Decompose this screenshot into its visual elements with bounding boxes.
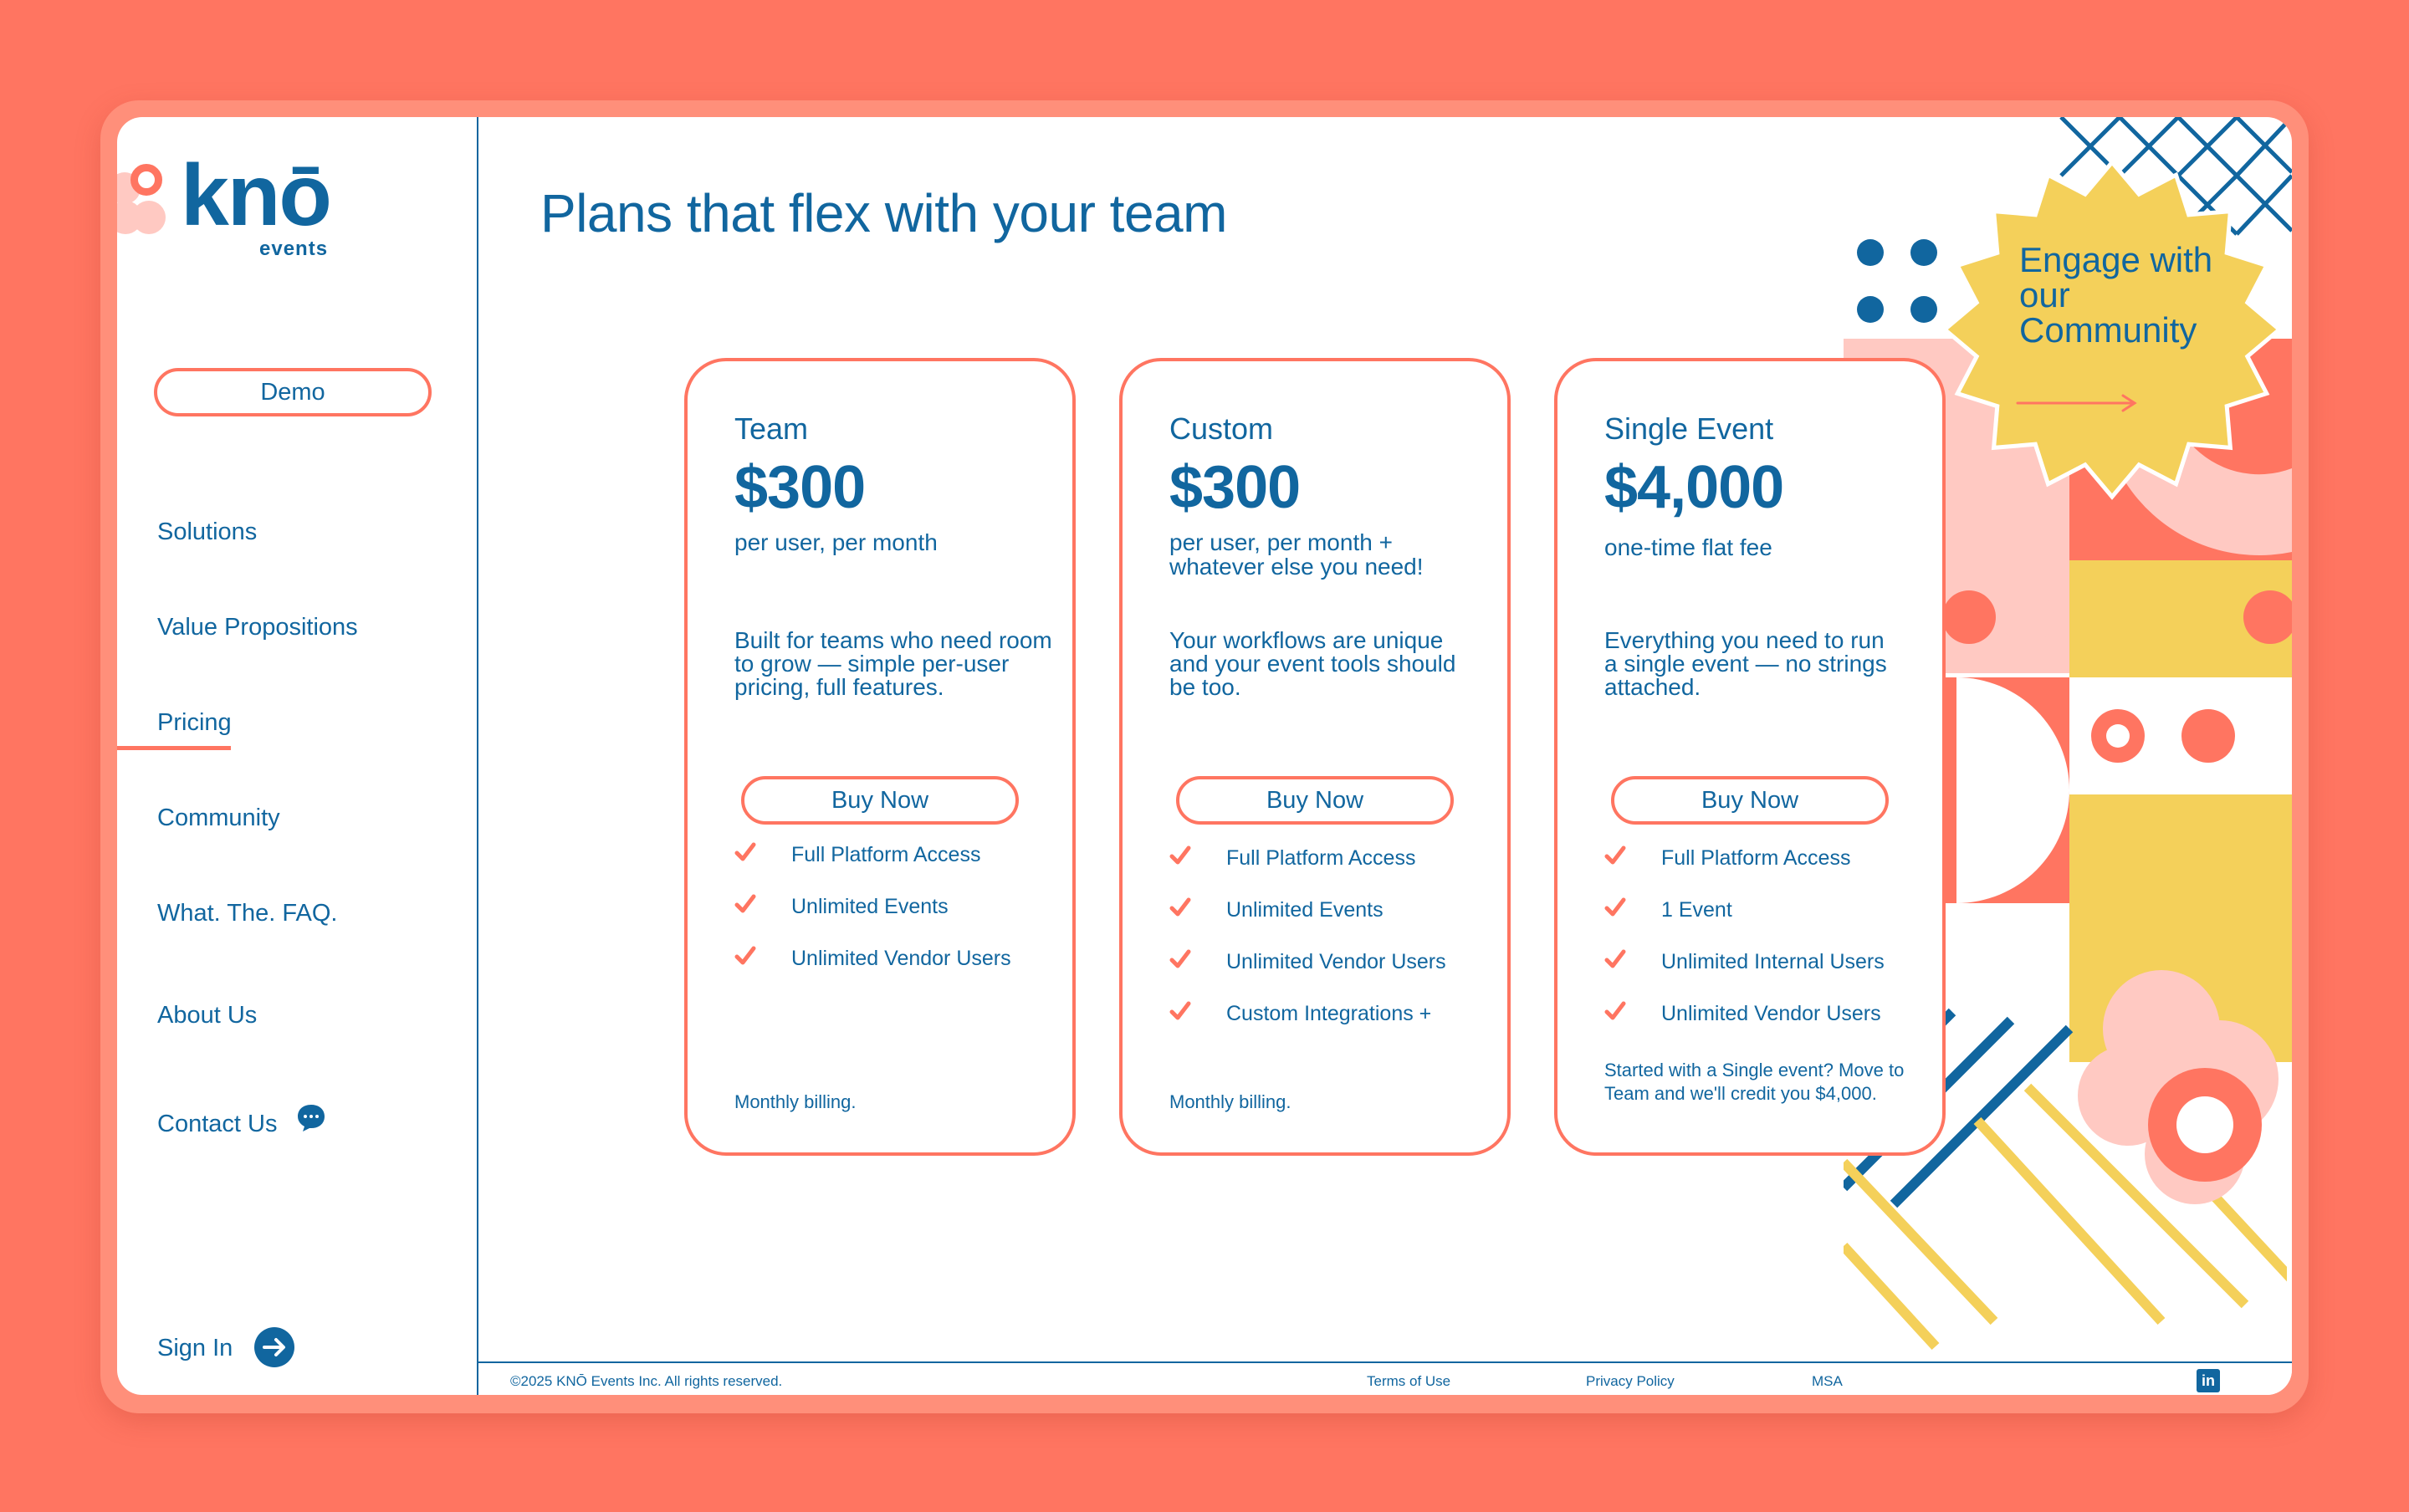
footer-link-terms[interactable]: Terms of Use <box>1367 1373 1451 1389</box>
check-icon <box>734 841 756 863</box>
logo-subtitle: events <box>259 238 329 260</box>
plan-name: Single Event <box>1604 411 1774 446</box>
feature-label: Full Platform Access <box>1661 846 1851 870</box>
check-icon <box>1169 845 1191 866</box>
feature-item <box>1169 1002 1446 1054</box>
footer-link-msa[interactable]: MSA <box>1812 1373 1843 1389</box>
active-nav-indicator <box>117 746 231 750</box>
feature-label: 1 Event <box>1661 898 1732 922</box>
nav-item-contact-us[interactable]: Contact Us <box>157 1111 278 1137</box>
app-window <box>117 117 2292 1395</box>
price-note: one-time flat fee <box>1604 534 1772 560</box>
nav-item-value-propositions[interactable]: Value Propositions <box>157 614 358 641</box>
feature-item <box>1169 950 1446 1002</box>
plan-name: Custom <box>1169 411 1274 446</box>
copyright-text: ©2025 KNŌ Events Inc. All rights reserved. <box>510 1373 783 1389</box>
demo-button[interactable]: Demo <box>154 368 432 416</box>
check-icon <box>734 893 756 915</box>
footer-link-privacy[interactable]: Privacy Policy <box>1586 1373 1675 1389</box>
feature-item <box>734 947 1011 999</box>
feature-item <box>1604 898 1885 950</box>
nav-item-community[interactable]: Community <box>157 805 280 831</box>
plan-price: $300 <box>1169 454 1301 521</box>
footer <box>478 1361 2292 1395</box>
pricing-card-custom <box>1119 358 1511 1156</box>
logo-word: knō <box>181 147 330 244</box>
feature-item <box>1169 846 1446 898</box>
nav-item-about-us[interactable]: About Us <box>157 1002 258 1029</box>
price-note: per user, per month + whatever else you need! <box>1169 529 1424 580</box>
page-title: Plans that flex with your team <box>540 183 1227 243</box>
feature-label: Full Platform Access <box>791 843 981 866</box>
chat-bubble-icon[interactable] <box>296 1103 326 1133</box>
feature-item <box>1169 898 1446 950</box>
check-icon <box>1169 896 1191 918</box>
plan-description: Your workflows are unique and your event tools should be too. <box>1169 627 1456 700</box>
check-icon <box>1604 1000 1626 1022</box>
billing-note: Monthly billing. <box>1169 1091 1291 1112</box>
feature-label: Unlimited Vendor Users <box>1226 950 1446 973</box>
nav-item-faq[interactable]: What. The. FAQ. <box>157 900 338 927</box>
billing-note: Monthly billing. <box>734 1091 857 1112</box>
community-badge-text[interactable]: Engage with our Community <box>2019 240 2213 350</box>
nav-item-solutions[interactable]: Solutions <box>157 518 258 545</box>
check-icon <box>1604 845 1626 866</box>
logo-dot <box>132 201 166 234</box>
check-icon <box>1604 896 1626 918</box>
feature-list <box>734 843 1011 999</box>
logo-dot <box>130 164 162 196</box>
buy-now-button[interactable]: Buy Now <box>1176 776 1454 825</box>
feature-label: Full Platform Access <box>1226 846 1416 870</box>
feature-item <box>734 843 1011 895</box>
pricing-card-single-event <box>1554 358 1946 1156</box>
check-icon <box>1169 948 1191 970</box>
feature-list <box>1604 846 1885 1054</box>
feature-label: Unlimited Vendor Users <box>1661 1002 1881 1025</box>
pricing-card-team <box>684 358 1076 1156</box>
plan-description: Everything you need to run a single event — no strings attached. <box>1604 627 1887 700</box>
arrow-right-icon[interactable] <box>2016 393 2141 413</box>
feature-item <box>1604 1002 1885 1054</box>
logo[interactable] <box>117 147 368 260</box>
check-icon <box>1169 1000 1191 1022</box>
arrow-right-circle-icon[interactable] <box>254 1327 294 1367</box>
plan-description: Built for teams who need room to grow — simple per-user pricing, full features. <box>734 627 1052 700</box>
feature-item <box>1604 846 1885 898</box>
feature-label: Unlimited Events <box>791 895 949 918</box>
plan-price: $4,000 <box>1604 454 1784 521</box>
plan-price: $300 <box>734 454 866 521</box>
buy-now-button[interactable]: Buy Now <box>741 776 1019 825</box>
price-note: per user, per month <box>734 529 938 555</box>
billing-note: Started with a Single event? Move to Team and we'll credit you $4,000. <box>1604 1060 1905 1104</box>
feature-label: Unlimited Vendor Users <box>791 947 1011 970</box>
sign-in-link[interactable]: Sign In <box>157 1335 233 1361</box>
plan-name: Team <box>734 411 809 446</box>
feature-label: Unlimited Events <box>1226 898 1384 922</box>
check-icon <box>734 945 756 967</box>
feature-item <box>734 895 1011 947</box>
feature-label: Custom Integrations + <box>1226 1002 1432 1025</box>
sidebar <box>117 117 478 1395</box>
buy-now-button[interactable]: Buy Now <box>1611 776 1889 825</box>
nav-item-pricing[interactable]: Pricing <box>157 709 232 736</box>
feature-item <box>1604 950 1885 1002</box>
feature-label: Unlimited Internal Users <box>1661 950 1885 973</box>
linkedin-icon[interactable]: in <box>2197 1369 2220 1392</box>
check-icon <box>1604 948 1626 970</box>
feature-list <box>1169 846 1446 1054</box>
